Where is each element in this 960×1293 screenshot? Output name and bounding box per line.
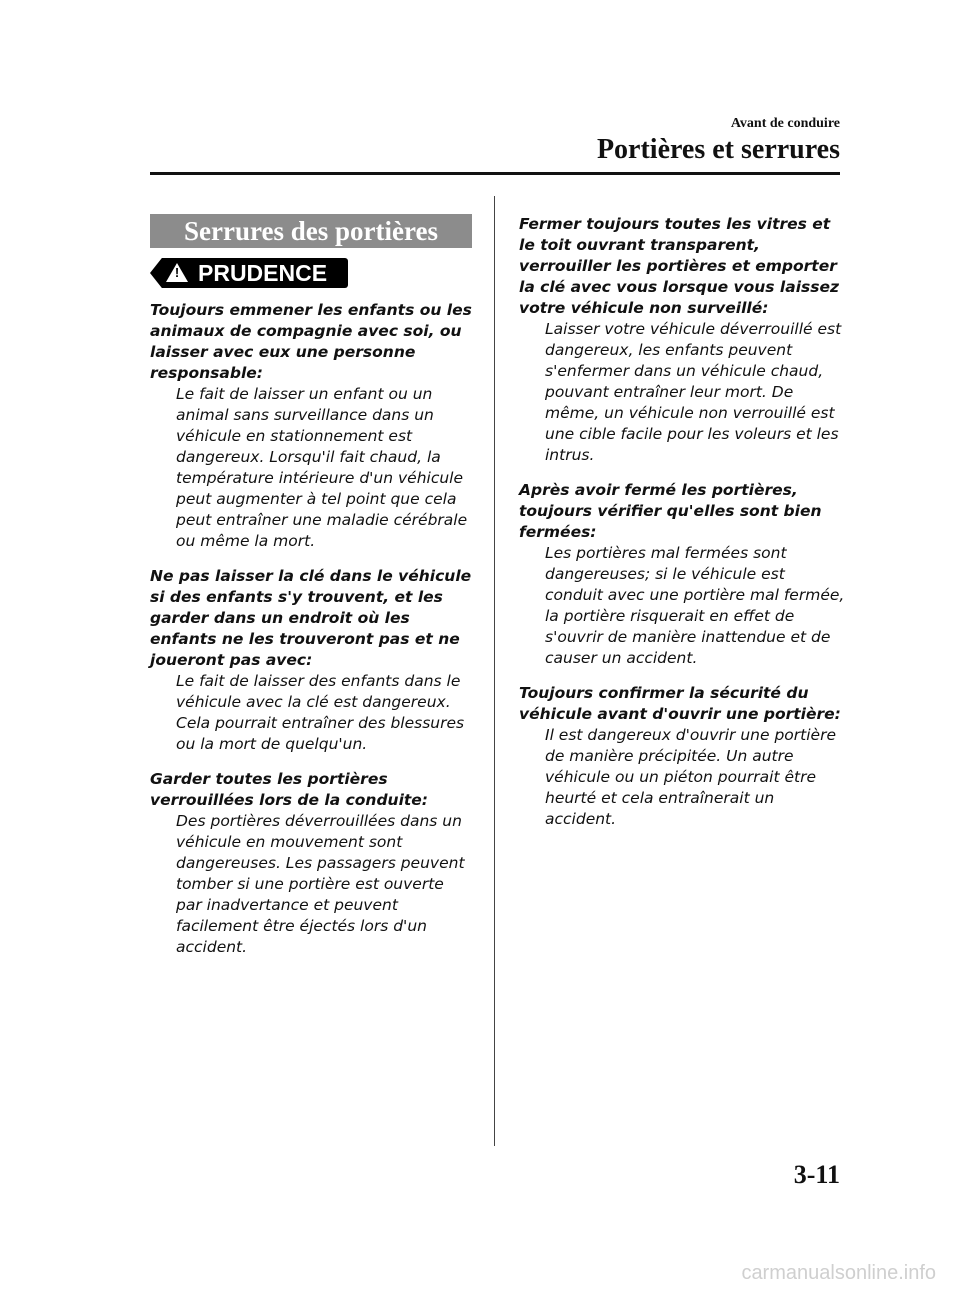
warning-block bbox=[519, 683, 845, 830]
running-header-chapter: Portières et serrures bbox=[596, 134, 840, 165]
warning-lead: Toujours emmener les enfants ou les animaux de compagnie avec soi, ou laisser avec eux une personne responsable: bbox=[150, 301, 472, 382]
right-column bbox=[519, 214, 845, 844]
warning-lead: Ne pas laisser la clé dans le véhicule si des enfants s'y trouvent, et les garder dans un endroit où les enfants ne les trouveront pas et ne joueront pas avec: bbox=[150, 567, 472, 669]
warning-body: Il est dangereux d'ouvrir une portière de manière précipitée. Un autre véhicule ou un piéton pourrait être heurté et cela entraînerait un accident. bbox=[545, 726, 836, 828]
left-column bbox=[150, 214, 472, 972]
warning-block bbox=[519, 480, 845, 669]
warning-block bbox=[519, 214, 845, 466]
header-rule bbox=[150, 172, 840, 175]
watermark: carmanualsonline.info bbox=[741, 1262, 936, 1284]
warning-block bbox=[150, 566, 472, 755]
warning-body: Le fait de laisser des enfants dans le véhicule avec la clé est dangereux. Cela pourrait entraîner des blessures ou la mort de quelqu'un. bbox=[176, 672, 465, 753]
warning-lead: Garder toutes les portières verrouillées lors de la conduite: bbox=[150, 770, 429, 809]
warning-body: Des portières déverrouillées dans un véhicule en mouvement sont dangereuses. Les passagers peuvent tomber si une portière est ouverte par inadvertance et peuvent facilement être éjectés lors d'un accident. bbox=[176, 812, 465, 956]
caution-label: PRUDENCE bbox=[198, 260, 328, 286]
caution-banner bbox=[150, 258, 348, 288]
warning-lead: Fermer toujours toutes les vitres et le toit ouvrant transparent, verrouiller les portières et emporter la clé avec vous lorsque vous laissez votre véhicule non surveillé: bbox=[519, 215, 839, 317]
running-header-section: Avant de conduire bbox=[730, 116, 840, 131]
warning-body: Le fait de laisser un enfant ou un animal sans surveillance dans un véhicule en stationnement est dangereux. Lorsqu'il fait chaud, la température intérieure d'un véhicule peut augmenter à tel point que cela peut entraîner une maladie cérébrale ou même la mort. bbox=[176, 385, 468, 550]
warning-lead: Toujours confirmer la sécurité du véhicule avant d'ouvrir une portière: bbox=[519, 684, 841, 723]
warning-body: Les portières mal fermées sont dangereuses; si le véhicule est conduit avec une portière mal fermée, la portière risquerait en effet de s'ouvrir de manière inattendue et de causer un accident. bbox=[545, 544, 845, 667]
warning-block bbox=[150, 300, 472, 552]
warning-block bbox=[150, 769, 472, 958]
warning-lead: Après avoir fermé les portières, toujours vérifier qu'elles sont bien fermées: bbox=[519, 481, 822, 541]
section-title: Serrures des portières bbox=[150, 214, 472, 248]
warning-body: Laisser votre véhicule déverrouillé est dangereux, les enfants peuvent s'enfermer dans un véhicule chaud, pouvant entraîner leur mort. De même, un véhicule non verrouillé est une cible facile pour les voleurs et les intrus. bbox=[545, 320, 842, 464]
column-divider bbox=[494, 196, 495, 1146]
exclamation-icon: ! bbox=[174, 265, 180, 280]
page-number: 3-11 bbox=[793, 1160, 840, 1189]
